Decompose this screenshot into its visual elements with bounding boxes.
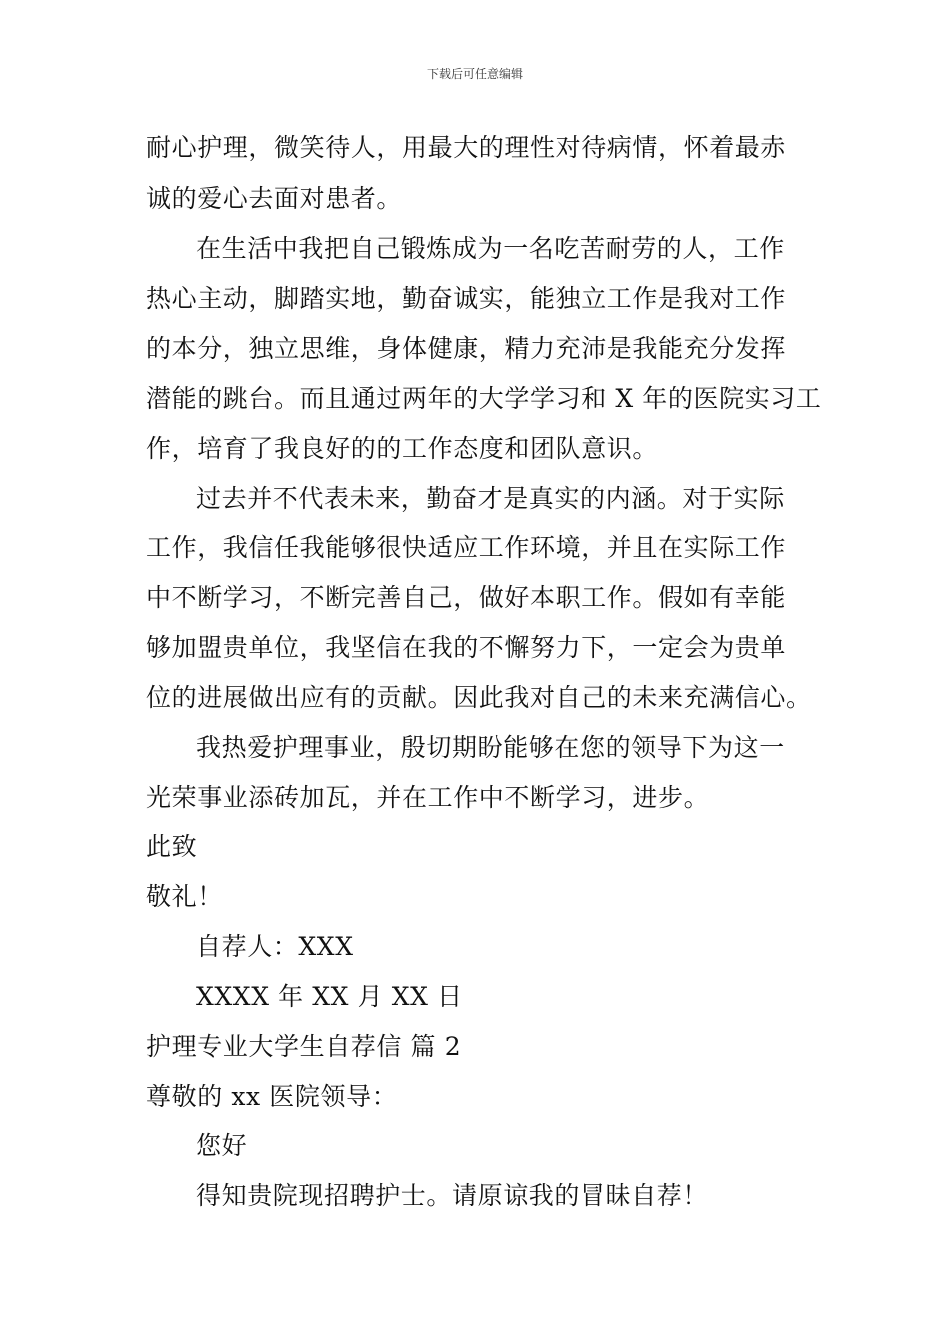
body-line: 中不断学习，不断完善自己，做好本职工作。假如有幸能 (146, 583, 787, 612)
body-line: 位的进展做出应有的贡献。因此我对自己的未来充满信心。 (146, 683, 812, 712)
paragraph-start-line: 得知贵院现招聘护士。请原谅我的冒昧自荐！ (196, 1181, 709, 1210)
letter-greeting: 尊敬的 xx 医院领导： (146, 1082, 398, 1111)
paragraph-start-line: 我热爱护理事业，殷切期盼能够在您的领导下为这一 (196, 733, 785, 762)
body-line: 作，培育了我良好的的工作态度和团队意识。 (146, 434, 659, 463)
body-line: 的本分，独立思维，身体健康，精力充沛是我能充分发挥 (146, 334, 787, 363)
closing-regards: 敬礼！ (146, 882, 223, 911)
signature-line: 自荐人：XXX (196, 932, 354, 961)
body-line: 工作，我信任我能够很快适应工作环境，并且在实际工作 (146, 533, 787, 562)
paragraph-start-line: 在生活中我把自己锻炼成为一名吃苦耐劳的人，工作 (196, 234, 785, 263)
date-line: XXXX 年 XX 月 XX 日 (196, 982, 463, 1011)
body-line: 诚的爱心去面对患者。 (146, 184, 403, 213)
body-line: 潜能的跳台。而且通过两年的大学学习和 X 年的医院实习工 (146, 384, 822, 413)
page-header-note: 下载后可任意编辑 (426, 67, 523, 81)
body-line: 热心主动，脚踏实地，勤奋诚实，能独立工作是我对工作 (146, 284, 787, 313)
paragraph-start-line: 过去并不代表未来，勤奋才是真实的内涵。对于实际 (196, 484, 785, 513)
letter-hello: 您好 (196, 1131, 248, 1160)
closing-salutation: 此致 (146, 832, 198, 861)
body-line: 耐心护理，微笑待人，用最大的理性对待病情，怀着最赤 (146, 133, 787, 162)
body-line: 够加盟贵单位，我坚信在我的不懈努力下，一定会为贵单 (146, 633, 787, 662)
section-title: 护理专业大学生自荐信 篇 2 (146, 1032, 462, 1061)
body-line: 光荣事业添砖加瓦，并在工作中不断学习，进步。 (146, 783, 710, 812)
